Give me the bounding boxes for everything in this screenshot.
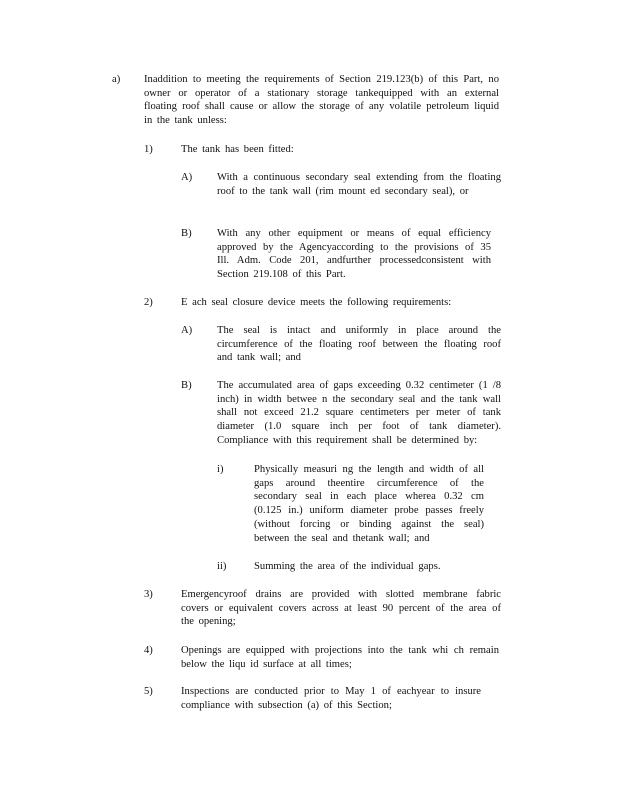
item-1-text: The tank has been fitted: bbox=[181, 144, 294, 155]
item-5-label: 5) bbox=[144, 686, 153, 697]
item-2-B-label: B) bbox=[181, 380, 192, 391]
item-2-text: E ach seal closure device meets the following requirements: bbox=[181, 297, 452, 308]
item-2-B-ii-label: ii) bbox=[217, 561, 227, 572]
item-3-label: 3) bbox=[144, 589, 153, 600]
item-5-text: Inspections are conducted prior to May 1 of eachyear to insure compliance with subsection (a) of this Section; bbox=[181, 686, 481, 711]
item-2-B-i-text: Physically measuri ng the length and width of all gaps around theentire circumference of the secondary seal in each place wherea 0.32 cm (0.125 in.) uniform diameter probe passes freely (without forcing or binding against the seal) between the seal and thetank wall; and bbox=[254, 464, 484, 544]
item-1-B-text: With any other equipment or means of equal efficiency approved by the Agencyaccording to the provisions of 35 Ill. Adm. Code 201, andfurther processedconsistent with Section 219.108 of this Part. bbox=[217, 228, 491, 281]
item-1-label: 1) bbox=[144, 144, 153, 155]
item-2-B-text: The accumulated area of gaps exceeding 0.32 centimeter (1 /8 inch) in width betwee n the secondary seal and the tank wall shall not exceed 21.2 square centimeters per meter of tank diameter (1.0 square inch per foot of tank diameter). Compliance with this requirement shall be determined by: bbox=[217, 380, 501, 446]
item-2-B-ii-text: Summing the area of the individual gaps. bbox=[254, 561, 441, 572]
item-4-text: Openings are equipped with projections into the tank whi ch remain below the liqu id surface at all times; bbox=[181, 645, 499, 670]
item-2-A-label: A) bbox=[181, 325, 193, 336]
item-1-B-label: B) bbox=[181, 228, 192, 239]
paragraph-a-text: Inaddition to meeting the requirements of Section 219.123(b) of this Part, no owner or operator of a stationary storage tankequipped with an external floating roof shall cause or allow the storage of any volatile petroleum liquid in the tank unless: bbox=[144, 74, 499, 127]
item-3-text: Emergencyroof drains are provided with slotted membrane fabric covers or equivalent covers across at least 90 percent of the area of the opening; bbox=[181, 589, 501, 628]
item-1-A-label: A) bbox=[181, 172, 193, 183]
paragraph-a-label: a) bbox=[112, 74, 121, 85]
item-2-B-i-label: i) bbox=[217, 464, 224, 475]
item-1-A-text: With a continuous secondary seal extending from the floating roof to the tank wall (rim mount ed secondary seal), or bbox=[217, 172, 501, 197]
item-2-label: 2) bbox=[144, 297, 153, 308]
item-2-A-text: The seal is intact and uniformly in place around the circumference of the floating roof between the floating roof and tank wall; and bbox=[217, 325, 501, 364]
item-4-label: 4) bbox=[144, 645, 153, 656]
